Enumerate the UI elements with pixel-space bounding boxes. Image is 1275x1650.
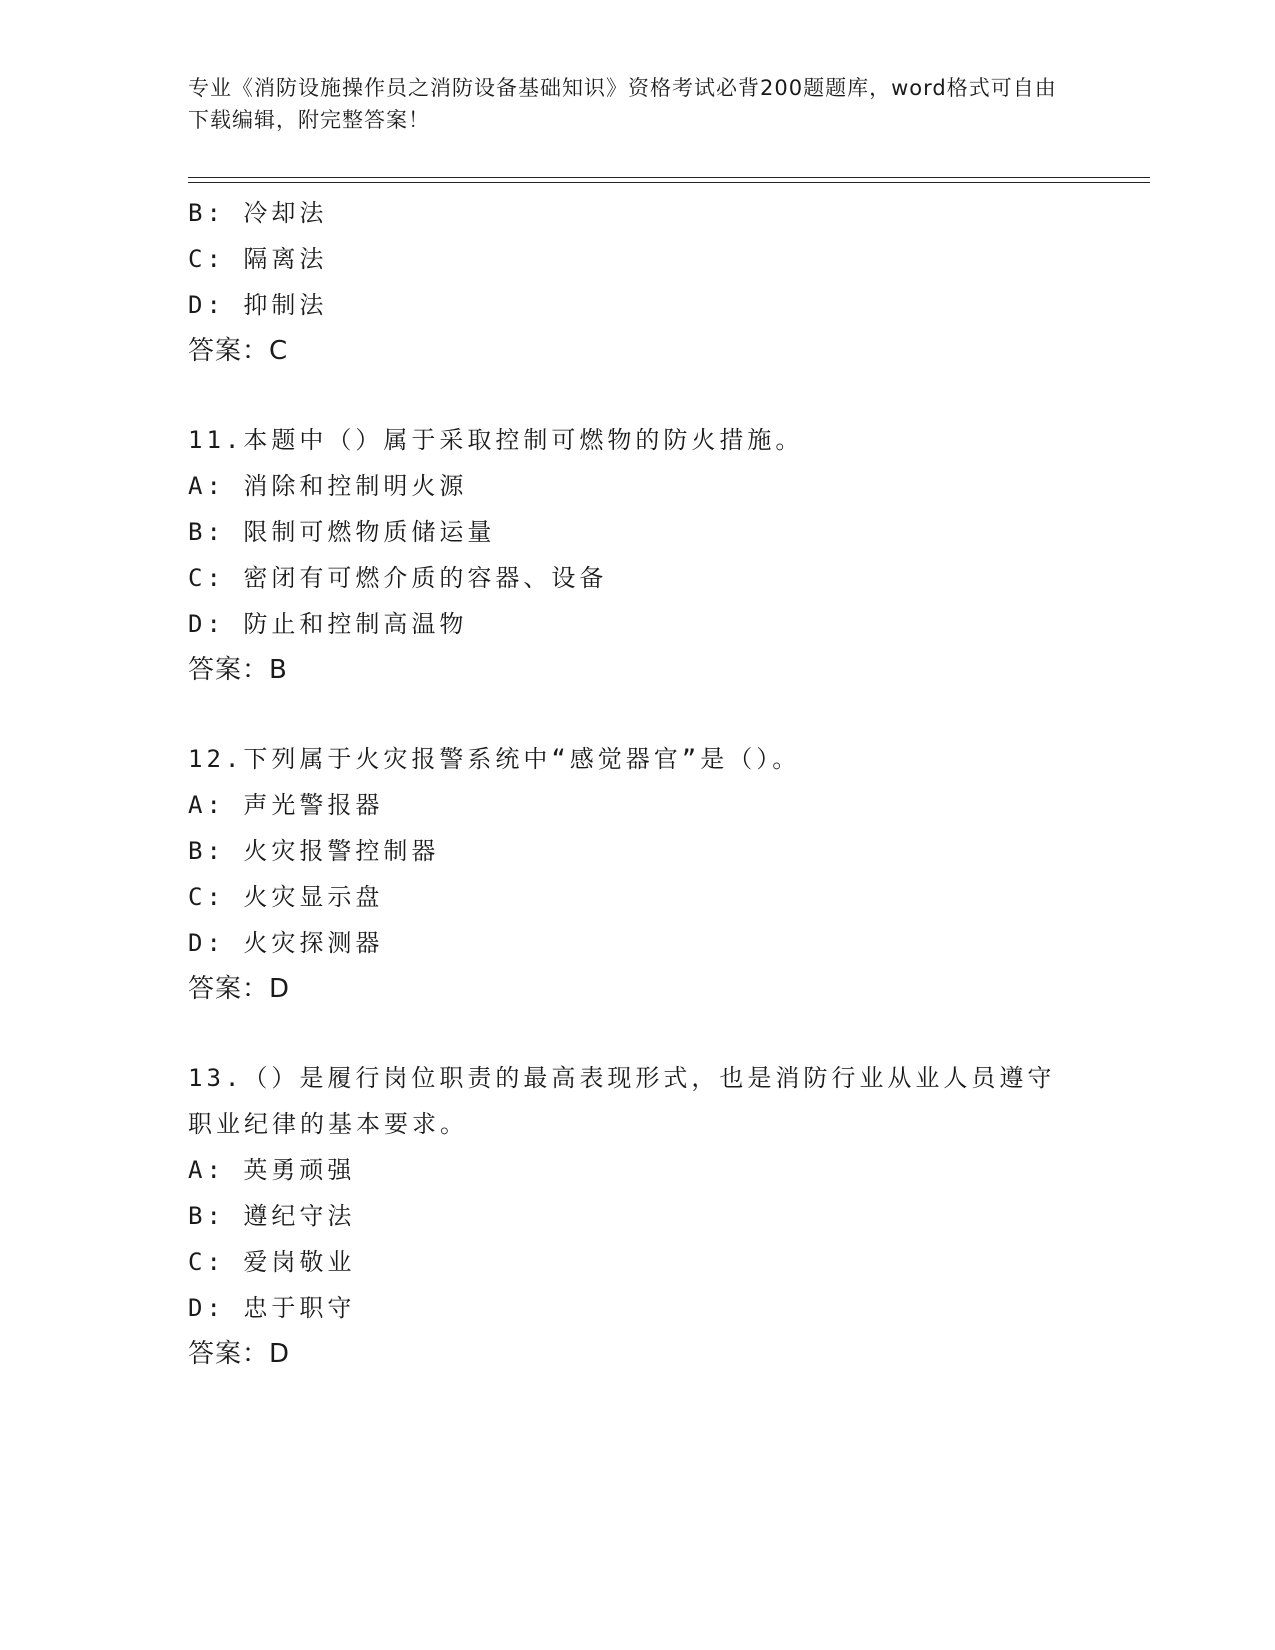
question-stem-line-1: 13.（）是履行岗位职责的最高表现形式，也是消防行业从业人员遵守 [188, 1064, 1056, 1092]
spacer [188, 693, 1088, 736]
option-d: D: 忠于职守 [188, 1294, 356, 1322]
header-divider-top [188, 177, 1150, 178]
header-divider-bottom [188, 182, 1150, 183]
option-c: C: 火灾显示盘 [188, 883, 384, 911]
option-a: A: 英勇顽强 [188, 1156, 356, 1184]
answer-text: 答案：D [188, 974, 291, 1004]
option-a: A: 声光警报器 [188, 791, 384, 819]
option-d: D: 抑制法 [188, 291, 328, 319]
spacer [188, 374, 1088, 417]
document-header: 专业《消防设施操作员之消防设备基础知识》资格考试必背200题题库，word格式可自由下载编辑，附完整答案！ [188, 76, 1057, 132]
option-b: B: 限制可燃物质储运量 [188, 518, 496, 546]
question-block-13 [188, 1055, 1088, 1377]
option-c: C: 密闭有可燃介质的容器、设备 [188, 564, 608, 592]
question-block-10 [188, 190, 1088, 374]
option-b: B: 冷却法 [188, 199, 328, 227]
option-d: D: 火灾探测器 [188, 929, 384, 957]
question-block-12 [188, 736, 1088, 1012]
option-b: B: 火灾报警控制器 [188, 837, 440, 865]
question-stem: 12.下列属于火灾报警系统中“感觉器官”是（）。 [188, 745, 801, 773]
option-c: C: 爱岗敬业 [188, 1248, 356, 1276]
option-b: B: 遵纪守法 [188, 1202, 356, 1230]
question-list [188, 190, 1088, 1377]
spacer [188, 1012, 1088, 1055]
question-block-11 [188, 417, 1088, 693]
answer-text: 答案：D [188, 1339, 291, 1369]
option-d: D: 防止和控制高温物 [188, 610, 468, 638]
question-stem: 11.本题中（）属于采取控制可燃物的防火措施。 [188, 426, 804, 454]
question-stem-line-2: 职业纪律的基本要求。 [188, 1110, 468, 1138]
answer-text: 答案：B [188, 655, 288, 685]
option-a: A: 消除和控制明火源 [188, 472, 468, 500]
answer-text: 答案：C [188, 336, 289, 366]
option-c: C: 隔离法 [188, 245, 328, 273]
